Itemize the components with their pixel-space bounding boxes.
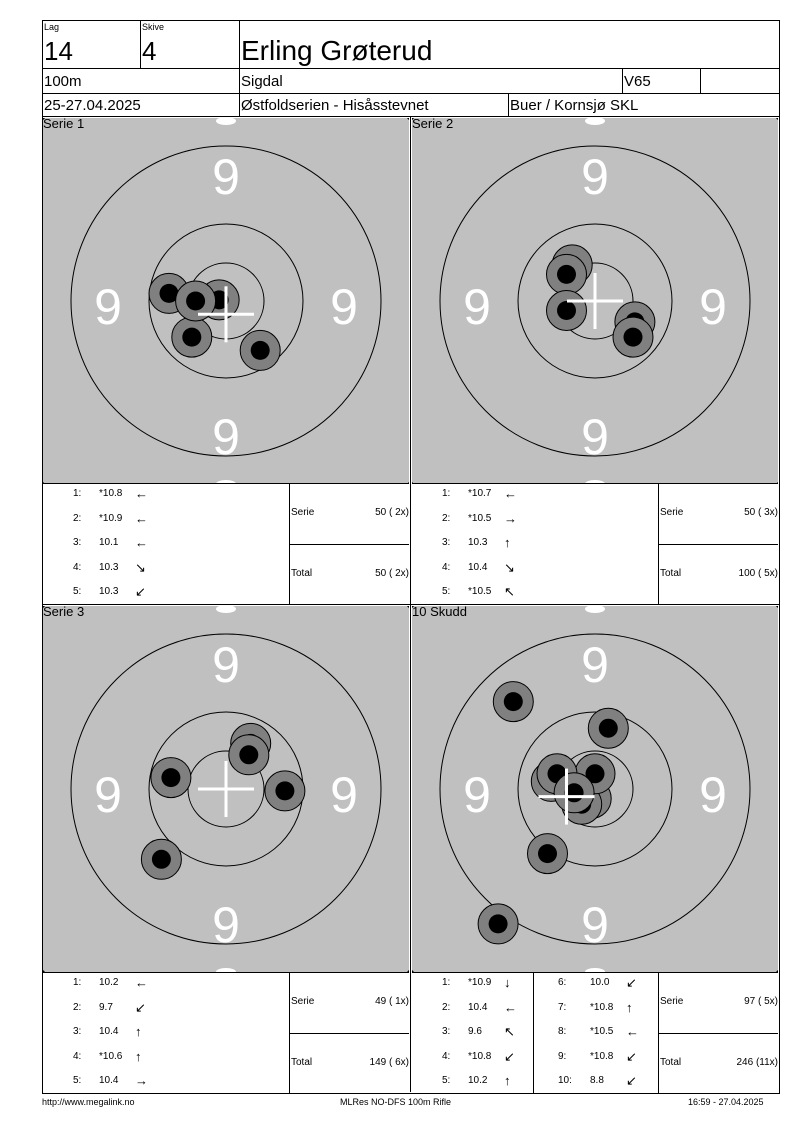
table-border: [412, 972, 778, 973]
shot-hole: [172, 317, 212, 357]
direction-arrow-icon: ↖: [504, 1024, 515, 1039]
shot-row: [534, 977, 664, 991]
shot-number: 5:: [73, 1075, 82, 1086]
direction-arrow-icon: ↙: [135, 999, 146, 1015]
shot-score: 10.2: [468, 1075, 488, 1086]
total-label: Total: [660, 568, 682, 579]
shot-number: 2:: [73, 512, 82, 524]
shot-score: 9.6: [468, 1026, 482, 1037]
shot-score: 10.3: [468, 537, 488, 548]
ring-number: 9: [463, 279, 491, 335]
shot-row: [412, 586, 542, 600]
shot-number: 5:: [73, 586, 82, 597]
shot-score: 10.3: [99, 561, 119, 573]
ring-number: 9: [581, 409, 609, 465]
direction-arrow-icon: ↙: [626, 1048, 637, 1064]
shot-number: 2:: [442, 1001, 451, 1013]
shot-hole: [613, 317, 653, 357]
shot-row: [43, 999, 173, 1016]
edge-mark: [585, 118, 605, 125]
edge-mark: [216, 606, 236, 613]
serie-label: Serie: [660, 507, 684, 518]
serie-label: Serie: [291, 996, 315, 1007]
shot-score: 10.4: [99, 1026, 119, 1037]
table-border: [412, 483, 778, 484]
direction-arrow-icon: ↓: [504, 975, 511, 990]
direction-arrow-icon: ↙: [626, 1073, 637, 1088]
shot-score: *10.8: [590, 1001, 614, 1013]
direction-arrow-icon: →: [135, 1073, 148, 1088]
ring-number: 9: [212, 409, 240, 465]
shot-hole: [240, 330, 280, 370]
shot-score: *10.5: [468, 512, 492, 524]
direction-arrow-icon: ←: [135, 510, 148, 526]
shot-row: [412, 488, 542, 502]
shot-score: 10.0: [590, 977, 610, 988]
table-border: [779, 604, 780, 1092]
ring-number: 9: [330, 767, 358, 823]
shot-hole: [528, 834, 568, 874]
shot-number: 9:: [558, 1050, 567, 1062]
ring-number: 9: [94, 767, 122, 823]
direction-arrow-icon: ↘: [504, 559, 515, 575]
shot-row: [43, 977, 173, 991]
shot-score: 9.7: [99, 1001, 113, 1013]
direction-arrow-icon: ←: [135, 975, 148, 990]
shot-score: *10.5: [590, 1026, 614, 1037]
shot-hole: [588, 708, 628, 748]
shot-number: 6:: [558, 977, 567, 988]
ring-number: 9: [212, 637, 240, 693]
shot-number: 5:: [442, 586, 451, 597]
shot-hole: [265, 771, 305, 811]
panel-title: Serie 1: [43, 116, 85, 131]
skive-label: Skive: [142, 22, 165, 32]
ring-number: 9: [463, 767, 491, 823]
shot-score: *10.8: [590, 1050, 614, 1062]
shot-row: [43, 488, 173, 502]
shot-row: [412, 510, 542, 527]
lag-value: 14: [44, 36, 73, 66]
range: Buer / Kornsjø SKL: [510, 97, 639, 114]
direction-arrow-icon: ↑: [135, 1024, 142, 1039]
serie-value: 50 ( 2x): [375, 507, 409, 518]
target-svg: [412, 118, 778, 484]
ring-number: 9: [581, 897, 609, 953]
shot-hole: [547, 254, 587, 294]
shot-row: [534, 999, 664, 1016]
ring-number: 9: [699, 767, 727, 823]
shot-score: 10.4: [468, 561, 488, 573]
date: 25-27.04.2025: [44, 97, 141, 114]
table-border: [779, 116, 780, 604]
shot-number: 4:: [73, 1050, 82, 1062]
target-svg: [43, 118, 409, 484]
table-border: [42, 604, 779, 605]
shot-row: [412, 999, 542, 1016]
direction-arrow-icon: ←: [626, 1024, 639, 1039]
ring-number: 9: [581, 637, 609, 693]
serie-label: Serie: [660, 996, 684, 1007]
shot-row: [534, 1075, 664, 1089]
shot-row: [412, 1026, 542, 1040]
shot-score: *10.5: [468, 586, 492, 597]
class: V65: [624, 73, 651, 90]
shot-row: [43, 537, 173, 551]
shot-hole: [554, 773, 594, 813]
shot-number: 3:: [442, 537, 451, 548]
shot-hole: [547, 291, 587, 331]
footer-timestamp: 16:59 - 27.04.2025: [688, 1097, 764, 1107]
shot-row: [43, 1048, 173, 1065]
footer-url[interactable]: http://www.megalink.no: [42, 1097, 135, 1107]
table-border: [289, 1033, 409, 1034]
event: Østfoldserien - Hisåsstevnet: [241, 97, 429, 114]
shot-row: [412, 559, 542, 576]
shot-hole: [141, 839, 181, 879]
distance: 100m: [44, 73, 82, 90]
table-border: [410, 116, 411, 604]
direction-arrow-icon: →: [504, 510, 517, 526]
table-border: [289, 544, 409, 545]
shot-row: [412, 1075, 542, 1089]
target-face: [412, 606, 778, 972]
shot-number: 1:: [442, 977, 451, 988]
direction-arrow-icon: ↑: [504, 1073, 511, 1088]
shot-row: [412, 1048, 542, 1065]
total-value: 149 ( 6x): [369, 1057, 409, 1068]
shot-number: 5:: [442, 1075, 451, 1086]
table-border: [658, 544, 778, 545]
shot-number: 4:: [73, 561, 82, 573]
shot-row: [412, 977, 542, 991]
shot-hole: [151, 758, 191, 798]
table-border: [43, 483, 409, 484]
panel-title: 10 Skudd: [412, 604, 467, 619]
serie-value: 50 ( 3x): [744, 507, 778, 518]
shot-score: *10.9: [468, 977, 492, 988]
shot-score: *10.8: [99, 488, 123, 499]
target-svg: [43, 606, 409, 972]
total-label: Total: [291, 568, 313, 579]
shot-number: 8:: [558, 1026, 567, 1037]
total-label: Total: [291, 1057, 313, 1068]
target-face: [43, 118, 409, 484]
serie-value: 49 ( 1x): [375, 996, 409, 1007]
shot-number: 3:: [73, 1026, 82, 1037]
shot-number: 3:: [442, 1026, 451, 1037]
shot-score: *10.8: [468, 1050, 492, 1062]
shot-row: [43, 1026, 173, 1040]
shot-hole: [478, 904, 518, 944]
skive-value: 4: [142, 36, 157, 66]
direction-arrow-icon: ↙: [504, 1048, 515, 1064]
target-svg: [412, 606, 778, 972]
ring-number: 9: [212, 897, 240, 953]
shot-row: [43, 510, 173, 527]
shot-number: 2:: [442, 512, 451, 524]
direction-arrow-icon: ←: [135, 535, 148, 550]
shot-number: 1:: [442, 488, 451, 499]
serie-label: Serie: [291, 507, 315, 518]
shot-row: [412, 537, 542, 551]
direction-arrow-icon: ↑: [135, 1048, 142, 1064]
shot-number: 2:: [73, 1001, 82, 1013]
total-value: 50 ( 2x): [375, 568, 409, 579]
direction-arrow-icon: ↑: [504, 535, 511, 550]
direction-arrow-icon: ↙: [135, 584, 146, 599]
edge-mark: [585, 606, 605, 613]
shot-row: [534, 1026, 664, 1040]
table-border: [43, 972, 409, 973]
ring-number: 9: [94, 279, 122, 335]
panel-title: Serie 2: [412, 116, 454, 131]
shot-score: 10.3: [99, 586, 119, 597]
total-value: 246 (11x): [736, 1057, 778, 1068]
direction-arrow-icon: ↙: [626, 975, 637, 990]
shot-score: *10.7: [468, 488, 492, 499]
direction-arrow-icon: ↑: [626, 999, 633, 1015]
shot-hole: [493, 682, 533, 722]
lag-label: Lag: [44, 22, 60, 32]
shot-number: 1:: [73, 977, 82, 988]
serie-value: 97 ( 5x): [744, 996, 778, 1007]
direction-arrow-icon: ←: [504, 999, 517, 1015]
shot-score: 10.4: [468, 1001, 488, 1013]
total-label: Total: [660, 1057, 682, 1068]
shot-score: 10.4: [99, 1075, 119, 1086]
shooter-name: Erling Grøterud: [241, 35, 433, 66]
direction-arrow-icon: ↘: [135, 559, 146, 575]
shot-score: 8.8: [590, 1075, 604, 1086]
shot-row: [43, 559, 173, 576]
direction-arrow-icon: ←: [135, 486, 148, 501]
total-value: 100 ( 5x): [738, 568, 778, 579]
ring-number: 9: [699, 279, 727, 335]
shot-number: 4:: [442, 561, 451, 573]
shot-score: *10.9: [99, 512, 123, 524]
shot-score: 10.2: [99, 977, 119, 988]
shot-score: 10.1: [99, 537, 119, 548]
shot-row: [43, 586, 173, 600]
panel-title: Serie 3: [43, 604, 85, 619]
footer-software: MLRes NO-DFS 100m Rifle: [340, 1097, 452, 1107]
ring-number: 9: [581, 149, 609, 205]
target-face: [43, 606, 409, 972]
shot-row: [534, 1048, 664, 1065]
shot-row: [43, 1075, 173, 1089]
direction-arrow-icon: ↖: [504, 584, 515, 599]
shot-score: *10.6: [99, 1050, 123, 1062]
target-face: [412, 118, 778, 484]
shot-number: 4:: [442, 1050, 451, 1062]
shot-number: 10:: [558, 1075, 572, 1086]
table-border: [410, 604, 411, 1092]
ring-number: 9: [212, 149, 240, 205]
shot-number: 3:: [73, 537, 82, 548]
ring-number: 9: [330, 279, 358, 335]
edge-mark: [216, 118, 236, 125]
direction-arrow-icon: ←: [504, 486, 517, 501]
shot-hole: [229, 735, 269, 775]
club: Sigdal: [241, 73, 283, 90]
table-border: [658, 1033, 778, 1034]
shot-number: 7:: [558, 1001, 567, 1013]
shot-number: 1:: [73, 488, 82, 499]
